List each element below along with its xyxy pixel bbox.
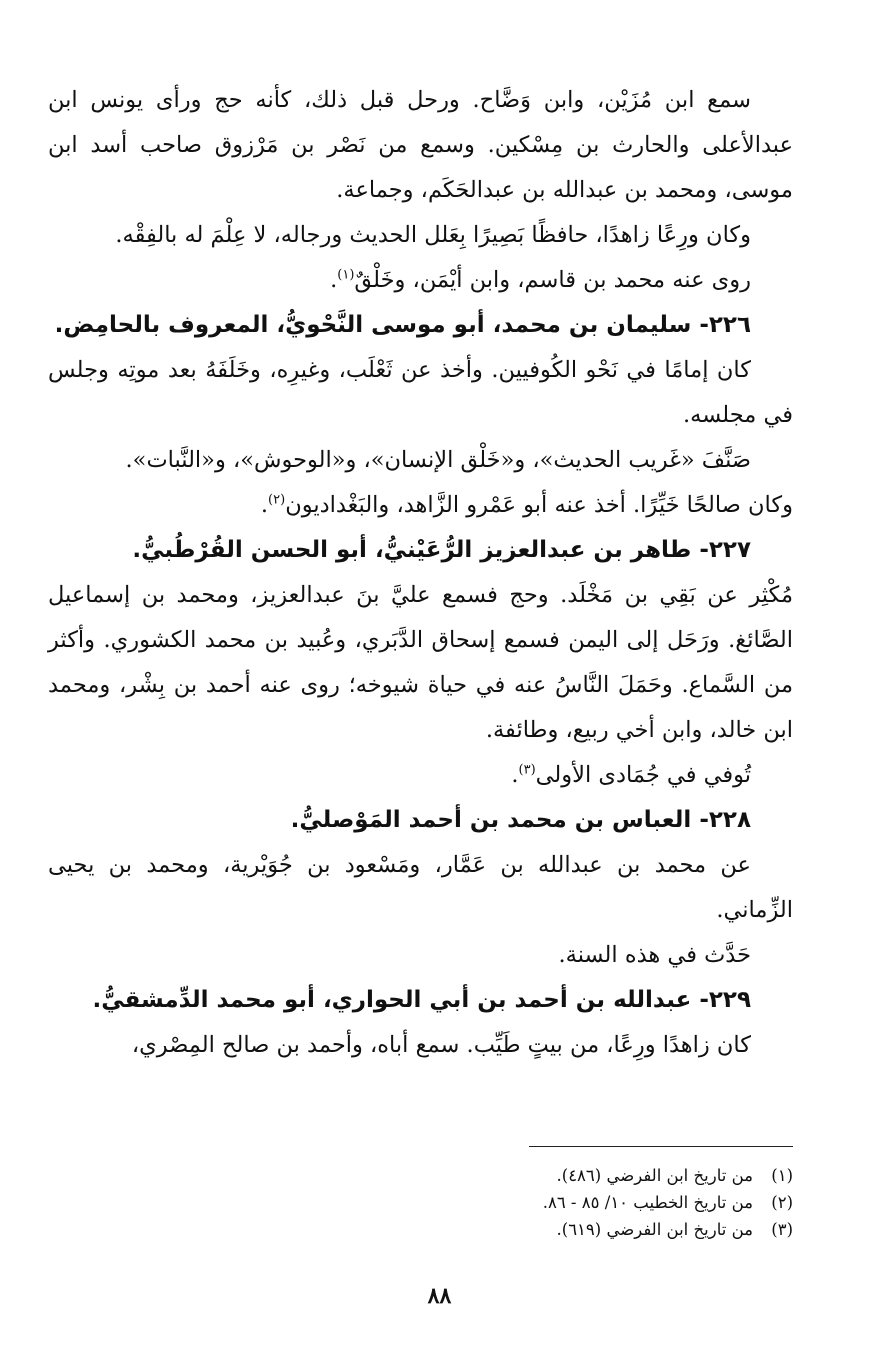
footnotes — [193, 1162, 793, 1243]
footnote-number: (١) — [771, 1166, 793, 1185]
text-run: كان إمامًا في نَحْو الكُوفيين. وأخذ عن ثَعْلَب، وغيرِه، وخَلَفَهُ بعد موتِه وجلس في مجلسه. — [48, 357, 793, 428]
footnote-text: من تاريخ ابن الفرضي (٤٨٦). — [556, 1166, 753, 1185]
text-run: ٢٢٨- العباس بن محمد بن أحمد المَوْصليُّ. — [290, 807, 751, 833]
footnote-number: (٣) — [771, 1220, 793, 1239]
text-run: سمع ابن مُزَيْن، وابن وَضَّاح. ورحل قبل ذلك، كأنه حج ورأى يونس ابن عبدالأعلى والحارث بن مِسْكين. وسمع من نَصْر بن مَرْزوق صاحب أسد ابن موسى، ومحمد بن عبدالله بن عبدالحَكَم، وجماعة. — [48, 87, 793, 203]
text-run: ٢٢٧- طاهر بن عبدالعزيز الرُّعَيْنيُّ، أبو الحسن القُرْطُبيُّ. — [132, 537, 751, 563]
body-paragraph — [48, 258, 793, 303]
text-run: مُكْثِر عن بَقِي بن مَخْلَد. وحج فسمع عليَّ بنَ عبدالعزيز، ومحمد بن إسماعيل الصَّائغ. ورَحَل إلى اليمن فسمع إسحاق الدَّبَري، وعُبيد بن محمد الكشوري. وأكثر من السَّماع. وحَمَلَ النَّاسُ عنه في حياة شيوخه؛ روى عنه أحمد بن بِشْر، ومحمد ابن خالد، وابن أخي ربيع، وطائفة. — [48, 582, 793, 743]
body-paragraph — [48, 483, 793, 528]
text-run: ٢٢٦- سليمان بن محمد، أبو موسى النَّحْويُّ، المعروف بالحامِض. — [54, 312, 751, 338]
text-run: . — [511, 762, 519, 788]
footnote-1 — [193, 1162, 793, 1189]
footnote-ref: (١) — [337, 267, 355, 283]
text-run: . — [260, 492, 269, 518]
footnote-text: من تاريخ الخطيب ١٠/ ٨٥ - ٨٦. — [542, 1193, 753, 1212]
page-number: ٨٨ — [427, 1283, 452, 1309]
body-paragraph — [48, 843, 793, 933]
body-paragraph — [48, 78, 793, 213]
body-paragraph — [48, 573, 793, 753]
text-run: وكان ورِعًا زاهدًا، حافظًا بَصِيرًا بِعَلل الحديث ورجاله، لا عِلْمَ له بالفِقْه. — [115, 222, 751, 248]
text-run: كان زاهدًا ورِعًا، من بيتٍ طَيِّب. سمع أباه، وأحمد بن صالح المِصْري، — [131, 1032, 751, 1058]
footnote-3 — [193, 1216, 793, 1243]
text-run: تُوفي في جُمَادى الأولى — [535, 762, 751, 788]
body-paragraph — [48, 753, 793, 798]
footnote-text: من تاريخ ابن الفرضي (٦١٩). — [556, 1220, 753, 1239]
entry-heading — [48, 528, 793, 573]
text-run: روى عنه محمد بن قاسم، وابن أيْمَن، وخَلْقٌ — [354, 267, 751, 293]
text-run: وكان صالحًا خَيِّرًا. أخذ عنه أبو عَمْرو الزَّاهد، والبَغْداديون — [285, 492, 793, 518]
footnote-ref: (٢) — [268, 492, 286, 508]
body-paragraph — [48, 213, 793, 258]
entry-heading — [48, 798, 793, 843]
page-body — [48, 78, 793, 1068]
footnote-number: (٢) — [771, 1193, 793, 1212]
text-run: عن محمد بن عبدالله بن عَمَّار، ومَسْعود بن جُوَيْرية، ومحمد بن يحيى الزِّماني. — [48, 852, 793, 923]
body-paragraph — [48, 933, 793, 978]
text-run: حَدَّث في هذه السنة. — [558, 942, 751, 968]
footnote-2 — [193, 1189, 793, 1216]
footnote-ref: (٣) — [518, 762, 536, 778]
text-run: ٢٢٩- عبدالله بن أحمد بن أبي الحواري، أبو محمد الدِّمشقيُّ. — [92, 987, 751, 1013]
entry-heading — [48, 978, 793, 1023]
text-run: صَنَّفَ «غَريب الحديث»، و«خَلْق الإنسان»، و«الوحوش»، و«النَّبات». — [125, 447, 751, 473]
body-paragraph — [48, 438, 793, 483]
body-paragraph — [48, 1023, 793, 1068]
entry-heading — [48, 303, 793, 348]
body-paragraph — [48, 348, 793, 438]
text-run: . — [330, 267, 338, 293]
footnote-divider — [529, 1146, 793, 1147]
